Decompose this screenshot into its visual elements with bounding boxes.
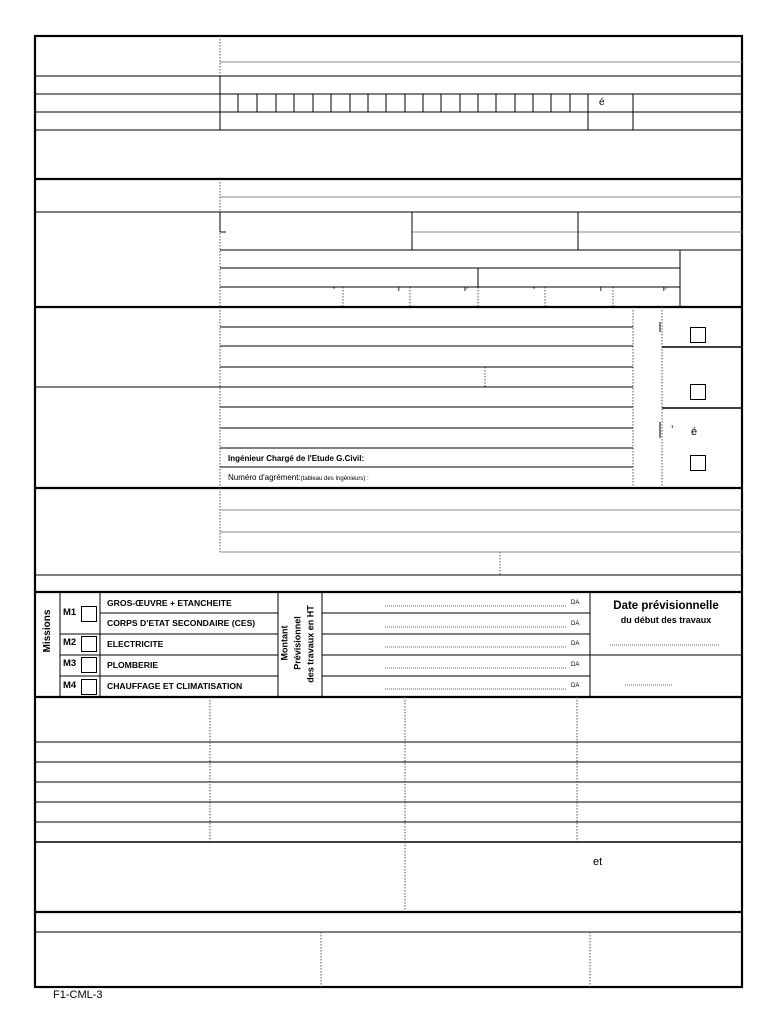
mission-checkbox-m4[interactable] xyxy=(81,679,97,695)
section-7-rows xyxy=(35,742,742,822)
section-2-rows xyxy=(35,212,742,307)
start-date-subtitle: du début des travaux xyxy=(620,615,712,625)
mission-work-label: CHAUFFAGE ET CLIMATISATION xyxy=(107,681,243,691)
currency-label: DA xyxy=(571,621,580,627)
amount-header-line-3: des travaux en HT xyxy=(305,605,316,683)
approval-label: Numéro d'agrément: xyxy=(228,473,301,482)
mission-code-m4: M4 xyxy=(63,680,77,691)
currency-label: DA xyxy=(571,662,580,668)
start-date-dotted-lines xyxy=(610,645,720,685)
option-checkbox-3[interactable] xyxy=(690,455,706,471)
mission-checkbox-m2[interactable] xyxy=(81,636,97,652)
currency-label: DA xyxy=(571,600,580,606)
section-2-divider xyxy=(220,179,613,307)
coordinate-mark: ı xyxy=(398,287,400,293)
coordinate-mark: ı xyxy=(600,287,602,293)
mission-work-label: CORPS D’ETAT SECONDAIRE (CES) xyxy=(107,618,256,628)
signature-conjunction: et xyxy=(593,856,603,868)
mission-checkbox-m1[interactable] xyxy=(81,606,97,622)
section-9-dividers xyxy=(321,932,590,987)
approval-note: (tableau des Ingénieurs) : xyxy=(300,476,369,482)
option-checkbox-1[interactable] xyxy=(690,327,706,343)
amount-header-line-2: Prévisionnel xyxy=(292,616,303,670)
form-code: F1-CML-3 xyxy=(53,989,103,1001)
mission-work-label: ELECTRICITE xyxy=(107,639,164,649)
section-2-sublines xyxy=(220,197,742,232)
section-1-rows xyxy=(35,76,742,130)
mission-code-m2: M2 xyxy=(63,637,77,648)
options-accent: é xyxy=(691,426,698,438)
mission-code-m3: M3 xyxy=(63,658,77,669)
coordinate-mark: ı⁷ xyxy=(663,287,668,293)
currency-label: DA xyxy=(571,641,580,647)
header-cell-accent: é xyxy=(599,97,605,108)
coordinate-mark: ı⁷ xyxy=(464,287,469,293)
approval-number-label xyxy=(228,474,369,482)
currency-label: DA xyxy=(571,683,580,689)
mission-code-m1: M1 xyxy=(63,607,77,618)
character-cells xyxy=(238,94,588,112)
section-7-dividers xyxy=(210,697,577,842)
mission-work-label: PLOMBERIE xyxy=(107,660,159,670)
coordinate-mark: ° xyxy=(533,287,536,293)
coordinate-mark: ° xyxy=(333,287,336,293)
mission-checkbox-m3[interactable] xyxy=(81,657,97,673)
option-checkbox-2[interactable] xyxy=(690,384,706,400)
missions-title: Missions xyxy=(42,609,53,653)
engineer-label: Ingénieur Chargé de l'Etude G.Civil: xyxy=(228,454,365,463)
amount-dotted-lines xyxy=(385,606,567,689)
options-mark: ’ xyxy=(671,424,674,436)
section-3-rows xyxy=(35,322,660,467)
start-date-title: Date prévisionnelle xyxy=(613,600,719,612)
mission-work-label: GROS-ŒUVRE + ETANCHEITE xyxy=(107,598,232,608)
section-4-sublines xyxy=(220,510,742,552)
amount-header-line-1: Montant xyxy=(279,625,290,661)
